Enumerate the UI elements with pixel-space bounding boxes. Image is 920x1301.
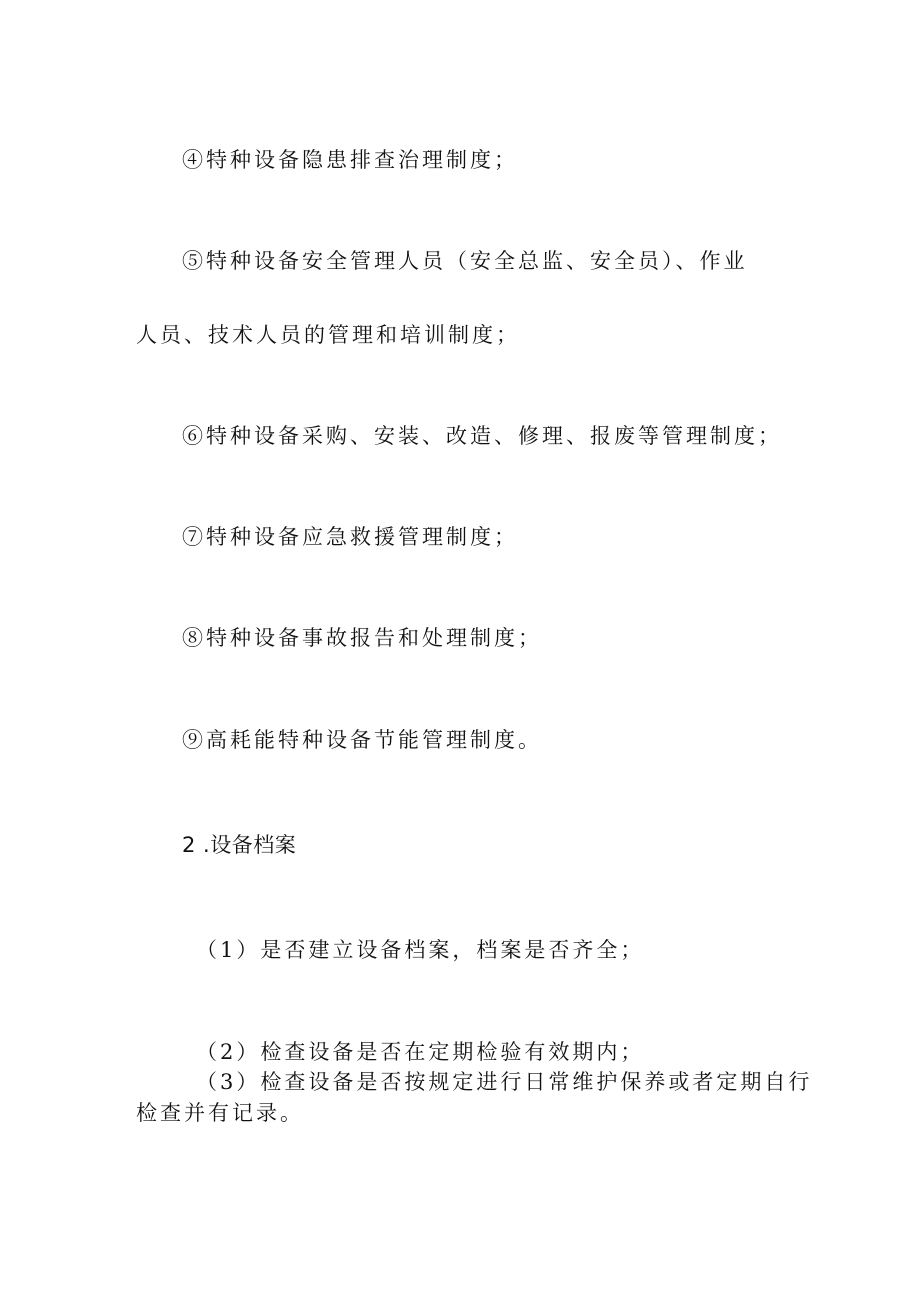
item-5-line-1: ⑤特种设备安全管理人员（安全总监、安全员）、作业 — [182, 249, 748, 273]
point-1: （1）是否建立设备档案，档案是否齐全； — [196, 938, 645, 962]
point-3-line-1: （3）检查设备是否按规定进行日常维护保养或者定期自行 — [196, 1070, 813, 1094]
section-heading: 2 .设备档案 — [182, 833, 297, 857]
point-3-line-2: 检查并有记录。 — [136, 1101, 304, 1125]
item-5-line-2: 人员、技术人员的管理和培训制度； — [136, 323, 520, 347]
item-9: ⑨高耗能特种设备节能管理制度。 — [182, 728, 542, 752]
item-6: ⑥特种设备采购、安装、改造、修理、报废等管理制度； — [182, 424, 782, 448]
item-7: ⑦特种设备应急救援管理制度； — [182, 525, 518, 549]
point-2: （2）检查设备是否在定期检验有效期内； — [196, 1040, 645, 1064]
item-8: ⑧特种设备事故报告和处理制度； — [182, 626, 542, 650]
item-4: ④特种设备隐患排查治理制度； — [182, 148, 518, 172]
